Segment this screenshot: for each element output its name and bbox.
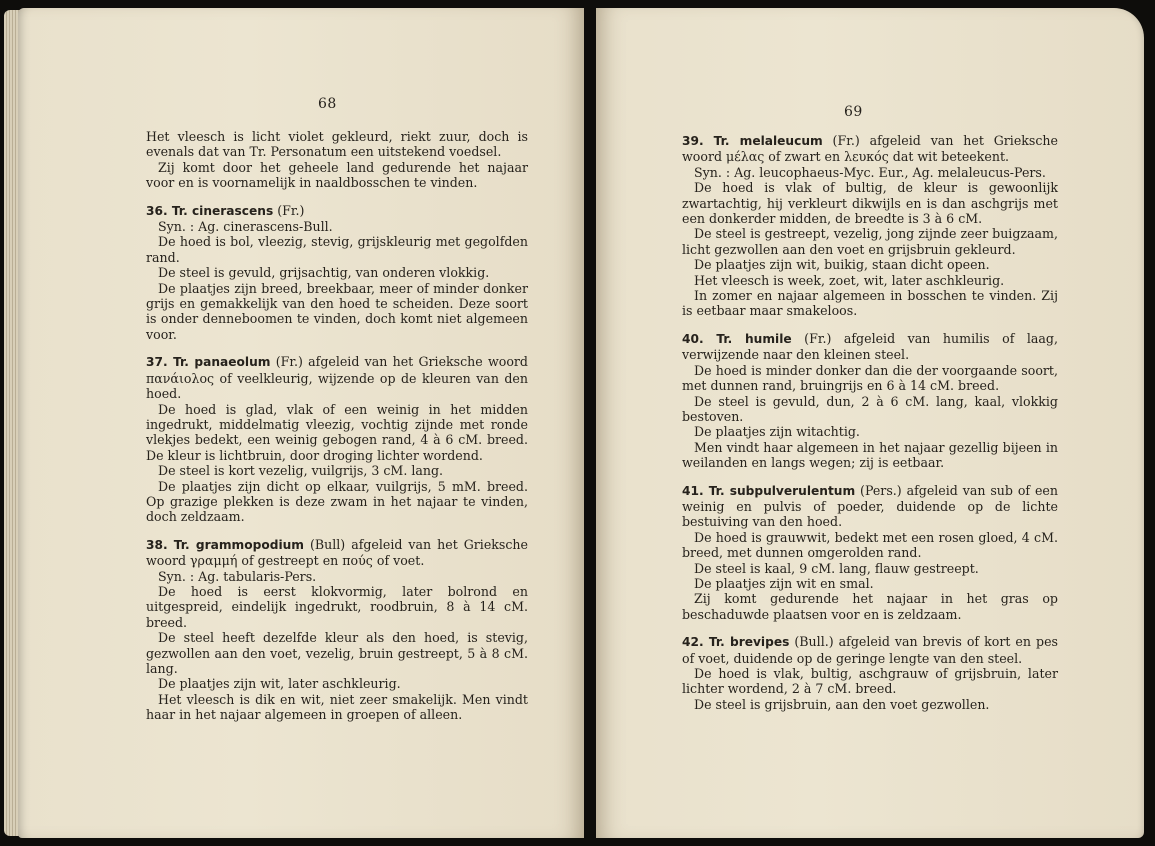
paragraph: De hoed is glad, vlak of een weinig in het midden ingedrukt, middelmatig vleezig, vochtig zijnde met ronde vlekjes bedekt, een weinig gebogen rand, 4 à 6 cM. breed. De kleur is lichtbruin, door droging lichter wordend. — [146, 401, 528, 463]
page-number: 69 — [844, 104, 863, 120]
entry-title: 41. Tr. subpulverulentum — [682, 483, 856, 498]
species-entry-37 — [146, 354, 528, 524]
paragraph: Zij komt door het geheele land gedurende het najaar voor en is voornamelijk in naaldbosschen te vinden. — [146, 159, 528, 191]
paragraph: De steel is gevuld, grijsachtig, van onderen vlokkig. — [158, 265, 490, 281]
entry-heading-text: (Fr.) — [273, 202, 305, 218]
entry-heading-text: (Fr.) afgeleid van het Grieksche woord μέλας of zwart en λευκός dat wit beteekent. — [682, 133, 1058, 165]
entry-heading — [682, 483, 1058, 530]
entry-heading — [682, 331, 1058, 363]
entry-heading — [682, 634, 1058, 666]
entry-heading — [146, 203, 528, 219]
entry-heading-text: (Pers.) afgeleid van sub of een weinig en pulvis of poeder, duidende op de lichte bestuiving van den hoed. — [682, 482, 1058, 530]
paragraph: Men vindt haar algemeen in het najaar gezellig bijeen in weilanden en langs wegen; zij is eetbaar. — [682, 439, 1058, 471]
paragraph: De hoed is vlak, bultig, aschgrauw of grijsbruin, later lichter wordend, 2 à 7 cM. breed. — [682, 666, 1058, 697]
entry-heading-text: (Fr.) afgeleid van humilis of laag, verwijzende naar den kleinen steel. — [682, 330, 1059, 363]
right-page-text — [682, 133, 1058, 712]
paragraph: Het vleesch is licht violet gekleurd, riekt zuur, doch is evenals dat van Tr. Personatum een uitstekend voedsel. — [146, 129, 528, 160]
species-entry-39 — [682, 133, 1058, 319]
paragraph: Syn. : Ag. tabularis-Pers. — [158, 568, 317, 584]
paragraph: Het vleesch is week, zoet, wit, later aschkleurig. — [694, 272, 1005, 288]
paragraph: De plaatjes zijn wit, later aschkleurig. — [158, 676, 401, 692]
entry-heading-text: (Fr.) afgeleid van het Grieksche woord πανάιολος of veelkleurig, wijzende op de kleuren van den hoed. — [146, 354, 528, 402]
paragraph: De plaatjes zijn wit en smal. — [694, 575, 874, 591]
species-entry-36 — [146, 203, 528, 343]
paragraph: De hoed is vlak of bultig, de kleur is gewoonlijk zwartachtig, hij verkleurt dikwijls en is dan aschgrijs met een donkerder midden, de breedte is 3 à 6 cM. — [682, 180, 1058, 227]
paragraph: Zij komt gedurende het najaar in het gras op beschaduwde plaatsen voor en is zeldzaam. — [682, 591, 1058, 622]
paragraph: De hoed is eerst klokvormig, later bolrond en uitgespreid, eindelijk ingedrukt, roodbruin, 8 à 14 cM. breed. — [146, 583, 528, 630]
species-entry-41 — [682, 483, 1058, 623]
page-number: 68 — [318, 96, 337, 112]
paragraph: In zomer en najaar algemeen in bosschen te vinden. Zij is eetbaar maar smakeloos. — [682, 288, 1058, 319]
entry-heading — [146, 354, 528, 401]
entry-heading — [682, 133, 1058, 165]
paragraph: De hoed is bol, vleezig, stevig, grijskleurig met gegolfden rand. — [146, 234, 528, 265]
paragraph: De hoed is grauwwit, bedekt met een rosen gloed, 4 cM. breed, met dunnen omgerolden rand. — [682, 529, 1058, 561]
paragraph: De plaatjes zijn dicht op elkaar, vuilgrijs, 5 mM. breed. Op grazige plekken is deze zwam in het najaar te vinden, doch zeldzaam. — [146, 478, 528, 525]
entry-title: 38. Tr. grammopodium — [146, 537, 304, 552]
paragraph: De steel heeft dezelfde kleur als den hoed, is stevig, gezwollen aan den voet, vezelig, bruin gestreept, 5 à 8 cM. lang. — [146, 630, 528, 676]
entry-heading-text: (Bull) afgeleid van het Grieksche woord γραμμή of gestreept en πούς of voet. — [146, 536, 528, 569]
right-page — [596, 8, 1144, 838]
entry-title: 36. Tr. cinerascens — [146, 203, 274, 218]
paragraph: De steel is grijsbruin, aan den voet gezwollen. — [694, 696, 990, 712]
species-entry-40 — [682, 331, 1058, 471]
paragraph: Het vleesch is dik en wit, niet zeer smakelijk. Men vindt haar in het najaar algemeen in groepen of alleen. — [146, 691, 528, 723]
paragraph: De steel is gestreept, vezelig, jong zijnde zeer buigzaam, licht gezwollen aan den voet en grijsbruin gekleurd. — [682, 226, 1058, 257]
species-entry-42 — [682, 634, 1058, 712]
entry-title: 37. Tr. panaeolum — [146, 355, 271, 370]
paragraph: De hoed is minder donker dan die der voorgaande soort, met dunnen rand, bruingrijs en 6 à 14 cM. breed. — [682, 362, 1058, 394]
paragraph: De steel is kort vezelig, vuilgrijs, 3 cM. lang. — [158, 463, 444, 479]
entry-heading-text: (Bull.) afgeleid van brevis of kort en pes of voet, duidende op de geringe lengte van den steel. — [682, 634, 1058, 666]
species-entry-38 — [146, 537, 528, 723]
left-page — [18, 8, 584, 838]
paragraph: De steel is kaal, 9 cM. lang, flauw gestreept. — [694, 560, 979, 576]
entry-title: 39. Tr. melaleucum — [682, 134, 823, 148]
left-page-text — [146, 129, 528, 723]
paragraph: Syn. : Ag. leucophaeus-Myc. Eur., Ag. melaleucus-Pers. — [694, 164, 1046, 180]
paragraph: De plaatjes zijn wit, buikig, staan dicht opeen. — [694, 257, 990, 273]
entry-title: 42. Tr. brevipes — [682, 635, 790, 650]
paragraph: De plaatjes zijn witachtig. — [694, 424, 860, 440]
entry-title: 40. Tr. humile — [682, 331, 792, 346]
paragraph: De plaatjes zijn breed, breekbaar, meer of minder donker grijs en gemakkelijk van den hoed te scheiden. Deze soort is onder denneboomen te vinden, doch komt niet algemeen voor. — [146, 280, 528, 342]
paragraph: De steel is gevuld, dun, 2 à 6 cM. lang, kaal, vlokkig bestoven. — [682, 393, 1058, 424]
paragraph: Syn. : Ag. cinerascens-Bull. — [158, 219, 333, 235]
entry-heading — [146, 537, 528, 569]
